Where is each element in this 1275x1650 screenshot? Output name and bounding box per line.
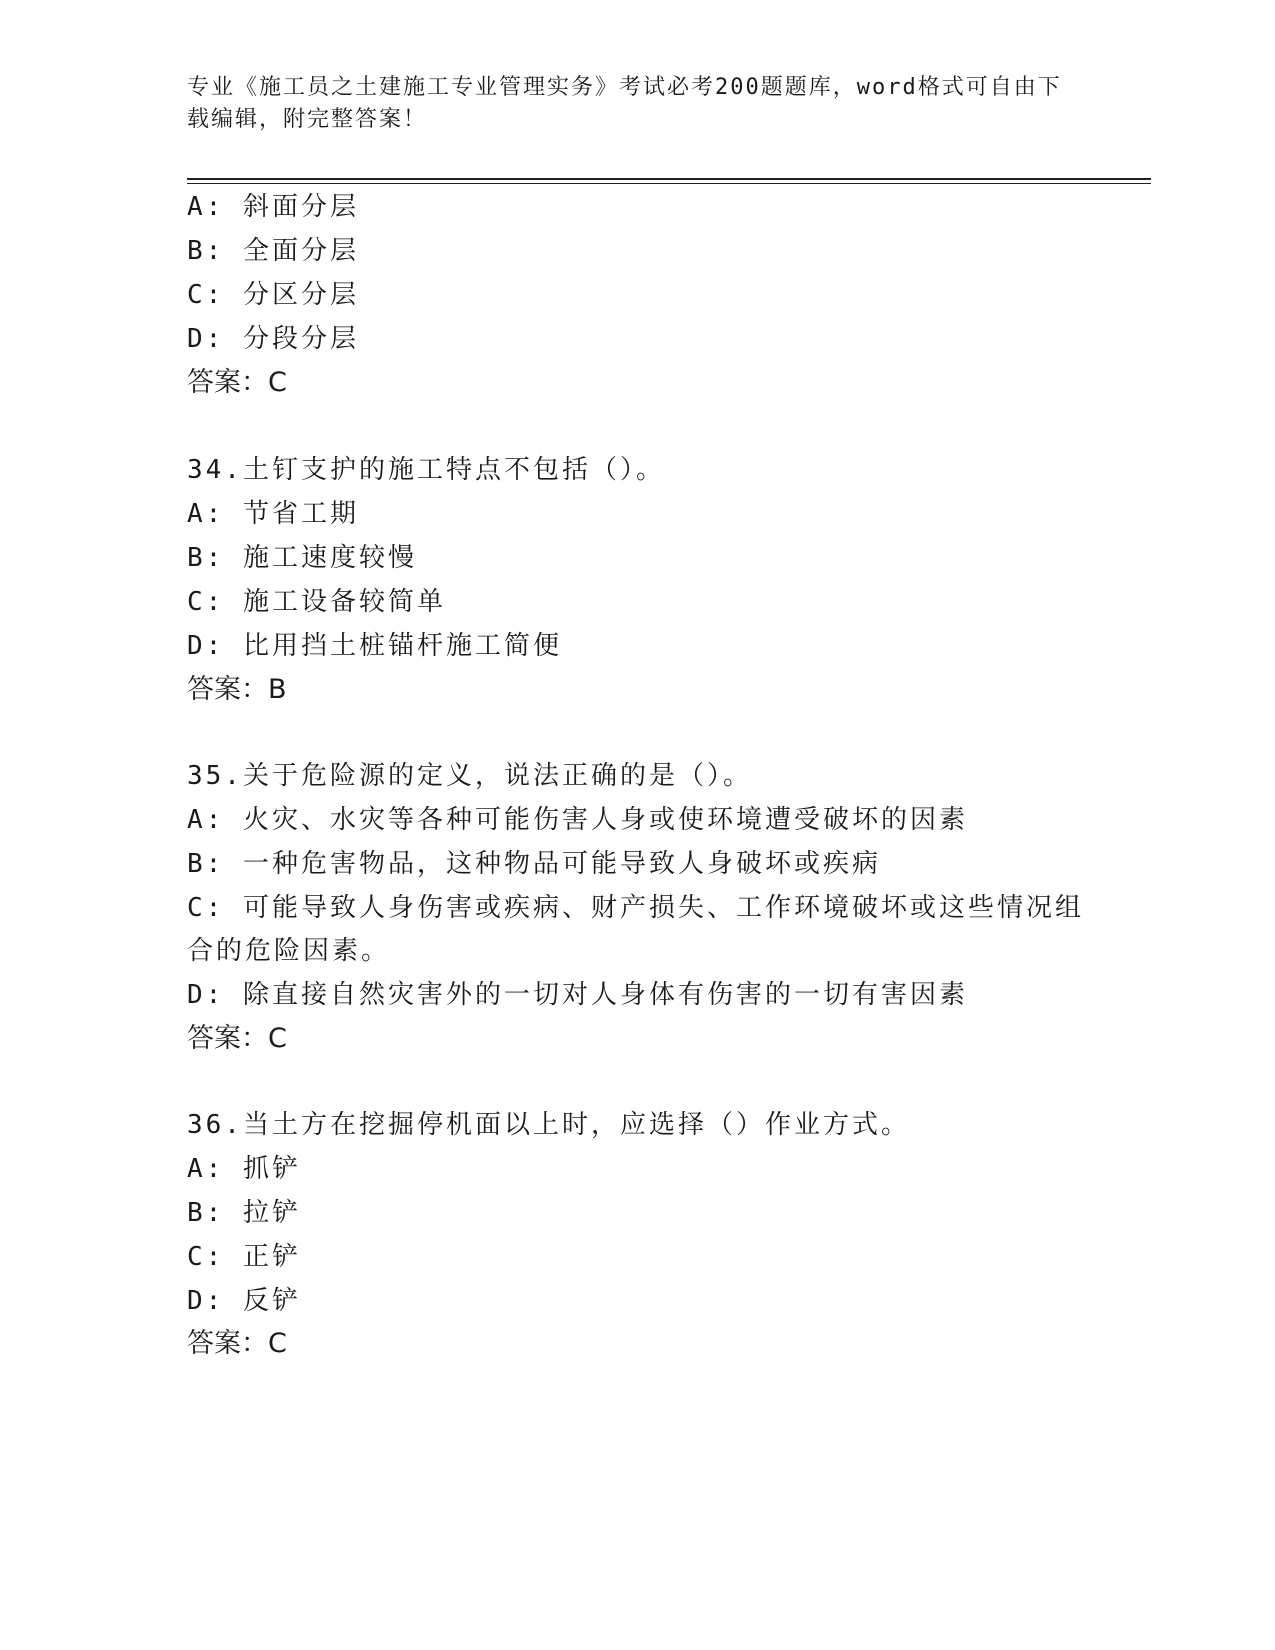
q36-option-b: B: 拉铲 [187, 1198, 301, 1228]
q34-question: 34.土钉支护的施工特点不包括（）。 [187, 455, 665, 485]
q36-option-a: A: 抓铲 [187, 1154, 301, 1184]
q36-option-d: D: 反铲 [187, 1286, 301, 1316]
q34-option-c: C: 施工设备较简单 [187, 587, 446, 617]
q34-answer: 答案：B [187, 674, 287, 705]
q35-option-b: B: 一种危害物品，这种物品可能导致人身破坏或疾病 [187, 849, 881, 879]
q35-option-c-continuation: 合的危险因素。 [187, 936, 391, 966]
q33-option-d: D: 分段分层 [187, 324, 359, 354]
q36-question: 36.当土方在挖掘停机面以上时，应选择（）作业方式。 [187, 1110, 910, 1140]
q33-option-a: A: 斜面分层 [187, 192, 359, 222]
header-divider-thick [187, 178, 1151, 180]
q34-option-d: D: 比用挡土桩锚杆施工简便 [187, 631, 562, 661]
q33-option-b: B: 全面分层 [187, 236, 359, 266]
q36-option-c: C: 正铲 [187, 1242, 301, 1272]
q35-question: 35.关于危险源的定义，说法正确的是（）。 [187, 761, 752, 791]
document-title: 专业《施工员之土建施工专业管理实务》考试必考200题题库，word格式可自由下载编辑，附完整答案！ [187, 75, 1062, 132]
q35-answer: 答案：C [187, 1023, 287, 1054]
q33-answer: 答案：C [187, 367, 287, 398]
q35-option-d: D: 除直接自然灾害外的一切对人身体有伤害的一切有害因素 [187, 980, 968, 1010]
header-divider-thin [187, 183, 1151, 184]
q36-answer: 答案：C [187, 1328, 287, 1359]
q35-option-c: C: 可能导致人身伤害或疾病、财产损失、工作环境破坏或这些情况组 [187, 893, 1084, 923]
q34-option-b: B: 施工速度较慢 [187, 543, 417, 573]
q34-option-a: A: 节省工期 [187, 499, 359, 529]
q33-option-c: C: 分区分层 [187, 280, 359, 310]
q35-option-a: A: 火灾、水灾等各种可能伤害人身或使环境遭受破坏的因素 [187, 805, 968, 835]
